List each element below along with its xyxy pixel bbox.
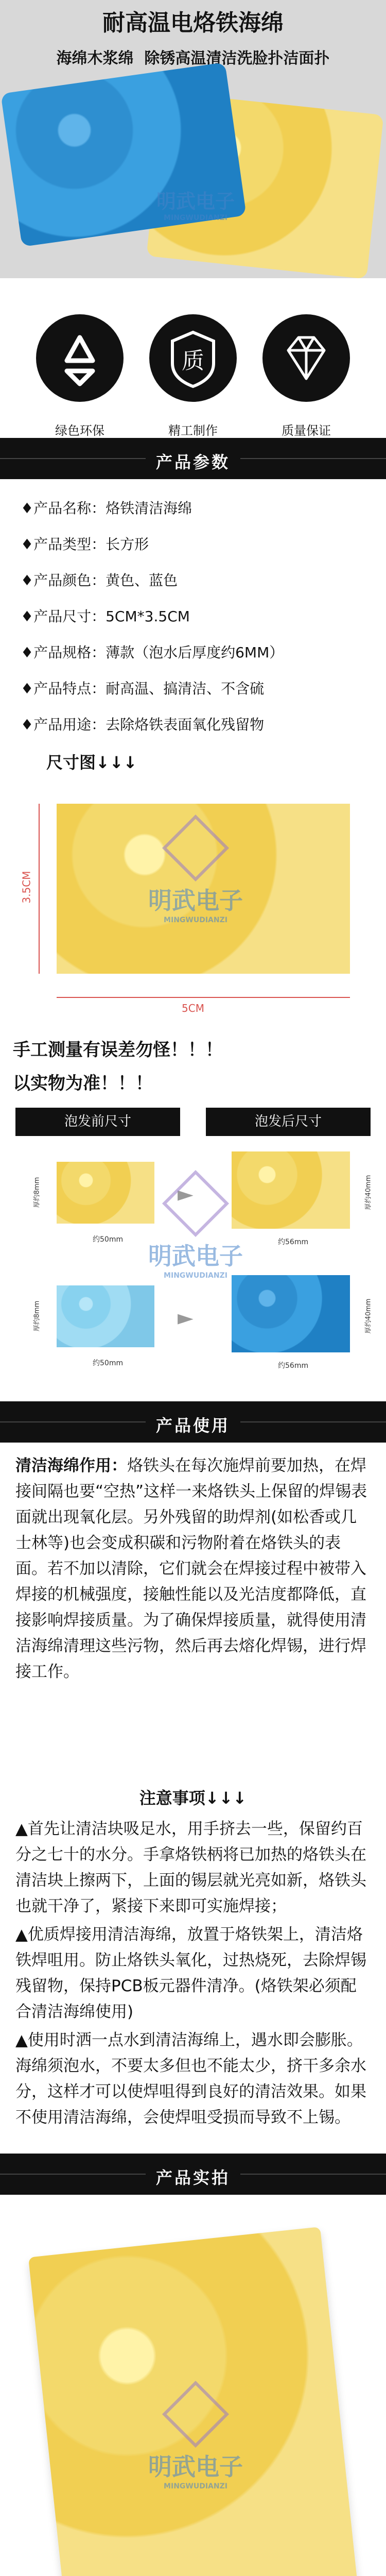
feature-label: 精工制作 (168, 423, 218, 438)
brand-watermark-en: MINGWUDIANZI (164, 916, 227, 924)
height-dimension-line (39, 804, 40, 974)
after-width-label: 约56mm (278, 1362, 309, 1370)
usage-section-title-text: 产品使用 (146, 1416, 240, 1435)
arrow-right-icon: ► (178, 1182, 194, 1206)
feature-quality (262, 314, 350, 438)
quality-badge-icon (149, 314, 237, 402)
measure-note: 手工测量有误差勿怪！！！ (13, 1040, 223, 1060)
params-section-title (0, 449, 386, 473)
note-paragraph: ▲优质焊接用清洁海绵，放置于烙铁架上，清洁烙铁焊咀用。防止烙铁头氧化，过热烧死，去除焊锡残留物，保持PCB板元器件清净。(烙铁架必须配合清洁海绵使用) (15, 1925, 366, 2021)
arrow-right-icon: ► (178, 1306, 194, 1330)
brand-watermark-text: 明武电子 (156, 190, 235, 213)
before-width-label: 约50mm (93, 1359, 124, 1367)
usage-paragraph (15, 1453, 371, 1685)
height-label: 3.5CM (20, 871, 33, 904)
param-row: ♦产品类型：长方形 (21, 536, 149, 553)
compare-header-after (206, 1108, 371, 1136)
brand-watermark-text: 明武电子 (148, 1242, 243, 1270)
brand-watermark (134, 1180, 257, 1280)
params-section-title-text: 产品参数 (146, 452, 240, 472)
feature-label: 绿色环保 (55, 423, 104, 438)
usage-section-bar (0, 1401, 386, 1443)
real-shots-section-title-text: 产品实拍 (146, 2168, 240, 2188)
size-heading: 尺寸图↓↓↓ (46, 753, 137, 772)
brand-watermark (134, 2391, 257, 2490)
feature-label: 质量保证 (282, 423, 331, 438)
header-subtitle: 海绵木浆绵 除锈高温清洁洗脸扑洁面扑 (56, 49, 330, 67)
usage-section-title (0, 1413, 386, 1436)
brand-watermark (134, 824, 257, 924)
note-paragraph: ▲使用时洒一点水到清洁海绵上，遇水即会膨胀。海绵须泡水，不要太多但也不能太少，挤干多余水分，这样才可以使焊咀得到良好的清洁效果。如果不使用清洁海绵，会使焊咀受损而导致不上锡。 (15, 2031, 366, 2127)
compare-row-blue (0, 1265, 386, 1383)
brand-watermark-en: MINGWUDIANZI (164, 1272, 227, 1280)
dimension-diagram (0, 788, 386, 1030)
note-heading: 注意事项↓↓↓ (139, 1788, 247, 1808)
real-shots-section-title (0, 2165, 386, 2189)
note-paragraph: ▲首先让清洁块吸足水，用手挤去一些，保留约百分之七十的水分。手拿烙铁柄将已加热的烙铁头在清洁块上擦两下，上面的锡层就光亮如新，烙铁头也就干净了，紧接下来即可实施焊接； (15, 1820, 366, 1916)
real-object-note: 以实物为准！！！ (13, 1073, 153, 1094)
compare-after-label: 泡发后尺寸 (254, 1114, 322, 1129)
after-height-label: 厚约40mm (364, 1175, 373, 1210)
before-sponge-blue (57, 1285, 154, 1347)
brand-watermark-text: 明武电子 (148, 887, 243, 914)
diamond-icon (262, 314, 350, 402)
compare-before-label: 泡发前尺寸 (64, 1114, 131, 1129)
after-height-label: 厚约40mm (364, 1298, 373, 1334)
width-dimension-line (57, 997, 350, 998)
header-banner (0, 0, 386, 278)
brand-watermark (129, 185, 262, 222)
brand-logo-icon (162, 815, 229, 882)
usage-text: 烙铁头在每次施焊前要加热，在焊接间隔也要“空热”这样一来烙铁头上保留的焊锡表面就出现氧化层。另外残留的助焊剂(如松香或几士林等)也会变成积碳和污物附着在烙铁头的表面。若不加以清除，它们就会在焊接过程中被带入焊接的机械强度，接触性能以及光洁度都降低，直接影响焊接质量。为了确保焊接质量，就得使用清洁海绵清理这些污物，然后再去熔化焊锡，进行焊接工作。 (15, 1456, 367, 1681)
width-label: 5CM (182, 1002, 204, 1014)
before-height-label: 厚约8mm (33, 1300, 41, 1332)
param-row: ♦产品规格：薄款（泡水后厚度约6MM） (21, 644, 284, 661)
param-row: ♦产品名称：烙铁清洁海绵 (21, 500, 192, 517)
param-row: ♦产品用途：去除烙铁表面氧化残留物 (21, 716, 265, 733)
real-shots-section-bar (0, 2154, 386, 2195)
header-title: 耐高温电烙铁海绵 (102, 10, 284, 36)
param-row: ♦产品特点：耐高温、搞清洁、不含硫 (21, 680, 265, 697)
params-section-bar (0, 438, 386, 479)
param-row: ♦产品尺寸：5CM*3.5CM (21, 608, 190, 625)
svg-text:质: 质 (182, 348, 204, 374)
brand-watermark-text: 明武电子 (148, 2453, 243, 2481)
after-sponge-blue (232, 1275, 350, 1352)
usage-lead: 清洁海绵作用： (15, 1456, 127, 1475)
param-row: ♦产品颜色：黄色、蓝色 (21, 572, 178, 589)
before-height-label: 厚约8mm (33, 1177, 41, 1208)
feature-craft (149, 314, 237, 438)
brand-logo-icon (162, 2381, 229, 2448)
after-width-label: 约56mm (278, 1238, 309, 1246)
recycle-icon (36, 314, 124, 402)
real-shot-yellow (0, 2205, 386, 2576)
feature-recycle (36, 314, 124, 438)
compare-header-before (15, 1108, 180, 1136)
brand-logo-icon (162, 1170, 229, 1237)
brand-watermark-en: MINGWUDIANZI (164, 2482, 227, 2490)
before-width-label: 约50mm (93, 1235, 124, 1244)
brand-watermark-en: MINGWUDIANZI (164, 214, 227, 222)
